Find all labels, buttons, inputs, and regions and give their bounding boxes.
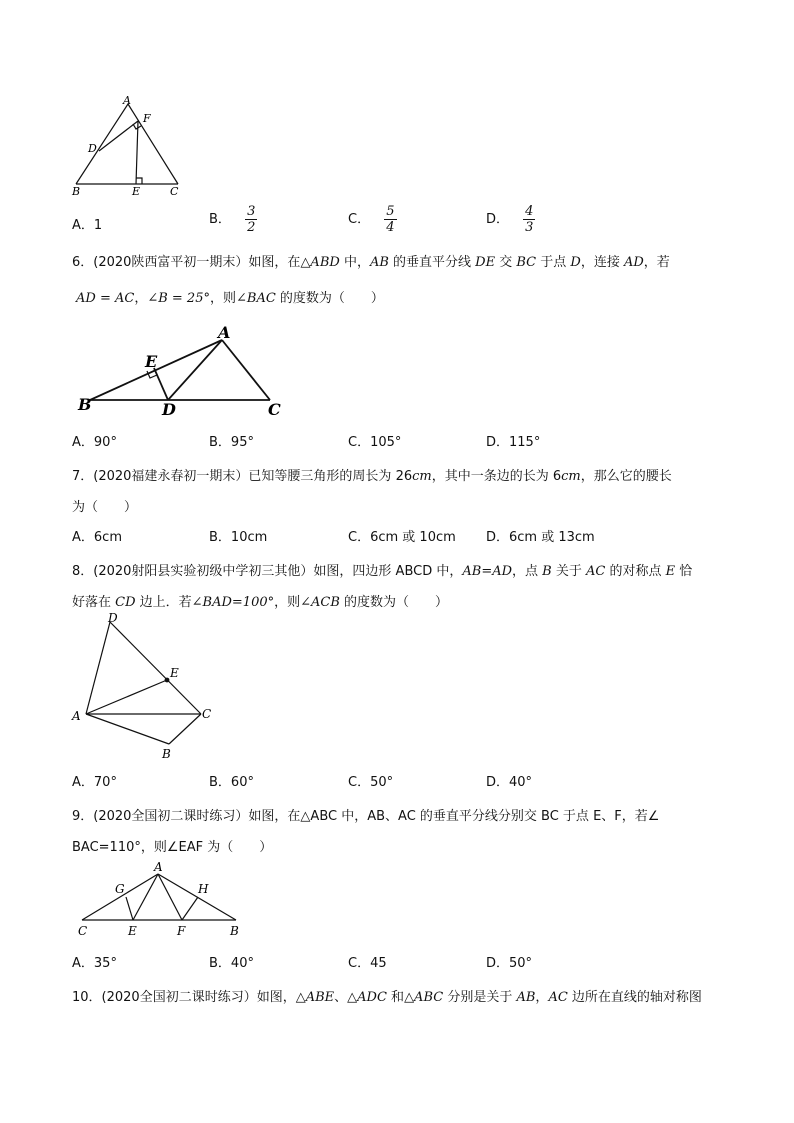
q8-line-2 xyxy=(72,591,448,610)
q10-triangle-abc: △ABC xyxy=(404,990,444,1005)
q6-angle-bac: ∠BAC xyxy=(236,291,276,306)
q10-triangle-abe: △ABE xyxy=(295,990,335,1005)
q10-text: 、 xyxy=(334,990,348,1005)
q6-line-2 xyxy=(76,287,384,306)
q5-option-d-num: 4 xyxy=(525,204,534,219)
q6-text: 交 xyxy=(495,255,517,270)
q8-equation: AB=AD xyxy=(462,564,513,579)
q8-text: 好落在 xyxy=(72,595,116,610)
q8-option-c-letter: C． xyxy=(348,775,371,790)
q7-line-1 xyxy=(72,465,672,484)
q7-option-c-text: 6cm 或 10cm xyxy=(370,530,456,545)
q6-equation: AD = AC xyxy=(76,291,135,306)
q5-option-d-fraction xyxy=(523,204,535,235)
q8-text: 边上．若 xyxy=(135,595,192,610)
q9-line-1: 9．(2020全国初二课时练习）如图，在△ABC 中，AB、AC 的垂直平分线分别交 BC 于点 E、F，若∠ xyxy=(72,809,660,824)
q8-point-b: B xyxy=(542,564,552,579)
q5-label-a: A xyxy=(123,94,131,107)
q9-label-a: A xyxy=(154,860,163,874)
q5-option-c-num: 5 xyxy=(386,204,395,219)
q9-label-f: F xyxy=(177,924,186,938)
q5-label-f: F xyxy=(143,112,151,125)
q8-option-c xyxy=(348,771,393,790)
q8-option-b xyxy=(209,771,254,790)
q6-segment-bc: BC xyxy=(516,255,537,270)
q8-text: ，点 xyxy=(512,564,543,579)
q5-option-b-letter: B． xyxy=(209,212,231,227)
q8-text: 的对称点 xyxy=(605,564,666,579)
q8-point-e: E xyxy=(665,564,676,579)
q5-option-b-fraction xyxy=(245,204,257,235)
q9-option-d-text: 50° xyxy=(509,956,533,971)
q5-option-d-den: 3 xyxy=(525,220,534,235)
q9-option-d xyxy=(486,952,532,971)
q8-option-a xyxy=(72,771,117,790)
q6-option-a xyxy=(72,431,117,450)
q7-option-c xyxy=(348,526,456,545)
q8-option-b-text: 60° xyxy=(230,775,254,790)
q6-text: 6．(2020陕西富平初一期末）如图，在 xyxy=(72,255,301,270)
q10-text: 和 xyxy=(386,990,405,1005)
q6-option-c-text: 105° xyxy=(370,435,402,450)
q7-option-b-letter: B． xyxy=(209,530,231,545)
q5-option-a-letter: A． xyxy=(72,218,94,233)
q7-text: 7．(2020福建永春初一期末）已知等腰三角形的周长为 xyxy=(72,469,396,484)
q9-label-e: E xyxy=(128,924,137,938)
q6-option-d xyxy=(486,431,540,450)
q6-option-c xyxy=(348,431,401,450)
q8-angle-acb: ∠ACB xyxy=(300,595,340,610)
q6-text: ， xyxy=(134,291,148,306)
q7-unit: cm xyxy=(412,469,432,484)
q8-text: 关于 xyxy=(551,564,586,579)
q7-unit: cm xyxy=(561,469,581,484)
q8-option-c-text: 50° xyxy=(370,775,394,790)
q6-line-1 xyxy=(72,251,670,270)
q8-angle-bad: ∠BAD=100° xyxy=(191,595,275,610)
q6-text: 中， xyxy=(339,255,370,270)
q8-line-1 xyxy=(72,560,692,579)
q5-option-c xyxy=(348,204,397,235)
q6-option-a-letter: A． xyxy=(72,435,94,450)
q7-option-d xyxy=(486,526,595,545)
q9-option-c-text: 45 xyxy=(370,956,387,971)
q8-option-d-text: 40° xyxy=(509,775,533,790)
q6-segment-de: DE xyxy=(475,255,496,270)
q6-label-a: A xyxy=(218,323,231,342)
q6-label-c: C xyxy=(268,400,281,419)
q6-option-b-text: 95° xyxy=(230,435,254,450)
q9-option-a xyxy=(72,952,117,971)
q9-option-b-letter: B． xyxy=(209,956,231,971)
q8-segment-cd: CD xyxy=(115,595,136,610)
q5-option-b-num: 3 xyxy=(247,204,256,219)
q10-line-1 xyxy=(72,986,702,1005)
q9-option-d-letter: D． xyxy=(486,956,510,971)
q5-option-c-den: 4 xyxy=(386,220,395,235)
q9-figure xyxy=(70,858,250,942)
q6-text: 的垂直平分线 xyxy=(388,255,476,270)
q5-label-c: C xyxy=(170,185,179,198)
q6-segment-ab: AB xyxy=(369,255,389,270)
q8-option-b-letter: B． xyxy=(209,775,231,790)
q6-label-b: B xyxy=(78,395,92,414)
q9-label-h: H xyxy=(198,882,209,896)
q8-text: 8．(2020射阳县实验初级中学初三其他）如图，四边形 ABCD 中， xyxy=(72,564,463,579)
q6-label-d: D xyxy=(162,400,176,419)
q8-segment-ac: AC xyxy=(586,564,606,579)
q9-label-b: B xyxy=(230,924,239,938)
q7-option-d-letter: D． xyxy=(486,530,510,545)
q9-line-2: BAC=110°，则∠EAF 为（ ） xyxy=(72,840,273,855)
q6-text: ，若 xyxy=(643,255,670,270)
q5-option-b-den: 2 xyxy=(247,220,256,235)
q6-option-c-letter: C． xyxy=(348,435,371,450)
q6-option-d-letter: D． xyxy=(486,435,510,450)
q6-option-b-letter: B． xyxy=(209,435,231,450)
q6-option-a-text: 90° xyxy=(93,435,117,450)
q6-angle-b: ∠B = 25° xyxy=(147,291,210,306)
q6-text: ，则 xyxy=(209,291,236,306)
q8-label-a: A xyxy=(72,709,81,723)
q5-option-d-letter: D． xyxy=(486,212,510,227)
q6-text: 于点 xyxy=(536,255,571,270)
q5-label-d: D xyxy=(88,142,97,155)
q5-option-a xyxy=(72,214,102,233)
q8-label-d: D xyxy=(108,611,118,625)
q7-text: ，其中一条边的长为 xyxy=(431,469,553,484)
q7-option-c-letter: C． xyxy=(348,530,371,545)
q10-triangle-adc: △ADC xyxy=(347,990,387,1005)
q6-label-e: E xyxy=(145,352,158,371)
q9-option-a-letter: A． xyxy=(72,956,94,971)
q8-figure xyxy=(66,610,226,766)
q8-option-a-text: 70° xyxy=(93,775,117,790)
q7-option-b xyxy=(209,526,267,545)
q10-segment-ac: AC xyxy=(548,990,568,1005)
q10-text: 分别是关于 xyxy=(443,990,517,1005)
q7-option-a xyxy=(72,526,122,545)
q5-option-c-fraction xyxy=(384,204,396,235)
q10-segment-ab: AB xyxy=(516,990,536,1005)
q8-text: 恰 xyxy=(675,564,693,579)
q6-point-d: D xyxy=(570,255,581,270)
q5-figure xyxy=(66,92,196,204)
q8-label-c: C xyxy=(202,707,212,721)
q6-option-b xyxy=(209,431,254,450)
q6-triangle: △ABD xyxy=(300,255,340,270)
q9-option-b-text: 40° xyxy=(230,956,254,971)
q7-option-a-text: 6cm xyxy=(93,530,122,545)
q6-segment-ad: AD xyxy=(623,255,644,270)
q6-text: 的度数为（ ） xyxy=(275,291,384,306)
q8-option-d xyxy=(486,771,532,790)
q6-text: ，连接 xyxy=(580,255,624,270)
q5-option-c-letter: C． xyxy=(348,212,371,227)
q10-text: ， xyxy=(535,990,549,1005)
q5-label-e: E xyxy=(132,185,141,198)
q6-figure xyxy=(70,322,300,422)
q5-label-b: B xyxy=(72,185,81,198)
q7-perimeter: 26 xyxy=(395,469,413,484)
q7-option-a-letter: A． xyxy=(72,530,94,545)
q8-text: ，则 xyxy=(274,595,301,610)
q7-option-d-text: 6cm 或 13cm xyxy=(509,530,595,545)
q9-option-a-text: 35° xyxy=(93,956,117,971)
q5-option-d xyxy=(486,204,535,235)
q10-text: 10．(2020全国初二课时练习）如图， xyxy=(72,990,296,1005)
q7-text: ，那么它的腰长 xyxy=(580,469,672,484)
q9-label-c: C xyxy=(78,924,88,938)
q9-option-c-letter: C． xyxy=(348,956,371,971)
q10-text: 边所在直线的轴对称图 xyxy=(567,990,702,1005)
q8-option-d-letter: D． xyxy=(486,775,510,790)
q8-label-b: B xyxy=(162,747,171,761)
q8-text: 的度数为（ ） xyxy=(339,595,449,610)
q7-line-2: 为（ ） xyxy=(72,500,138,515)
q8-label-e: E xyxy=(170,666,179,680)
q5-option-b xyxy=(209,204,257,235)
q9-option-b xyxy=(209,952,254,971)
q7-side-length: 6 xyxy=(552,469,562,484)
q9-option-c xyxy=(348,952,387,971)
q8-option-a-letter: A． xyxy=(72,775,94,790)
q9-label-g: G xyxy=(115,882,125,896)
q6-option-d-text: 115° xyxy=(509,435,541,450)
q5-option-a-text: 1 xyxy=(93,218,103,233)
q7-option-b-text: 10cm xyxy=(230,530,268,545)
